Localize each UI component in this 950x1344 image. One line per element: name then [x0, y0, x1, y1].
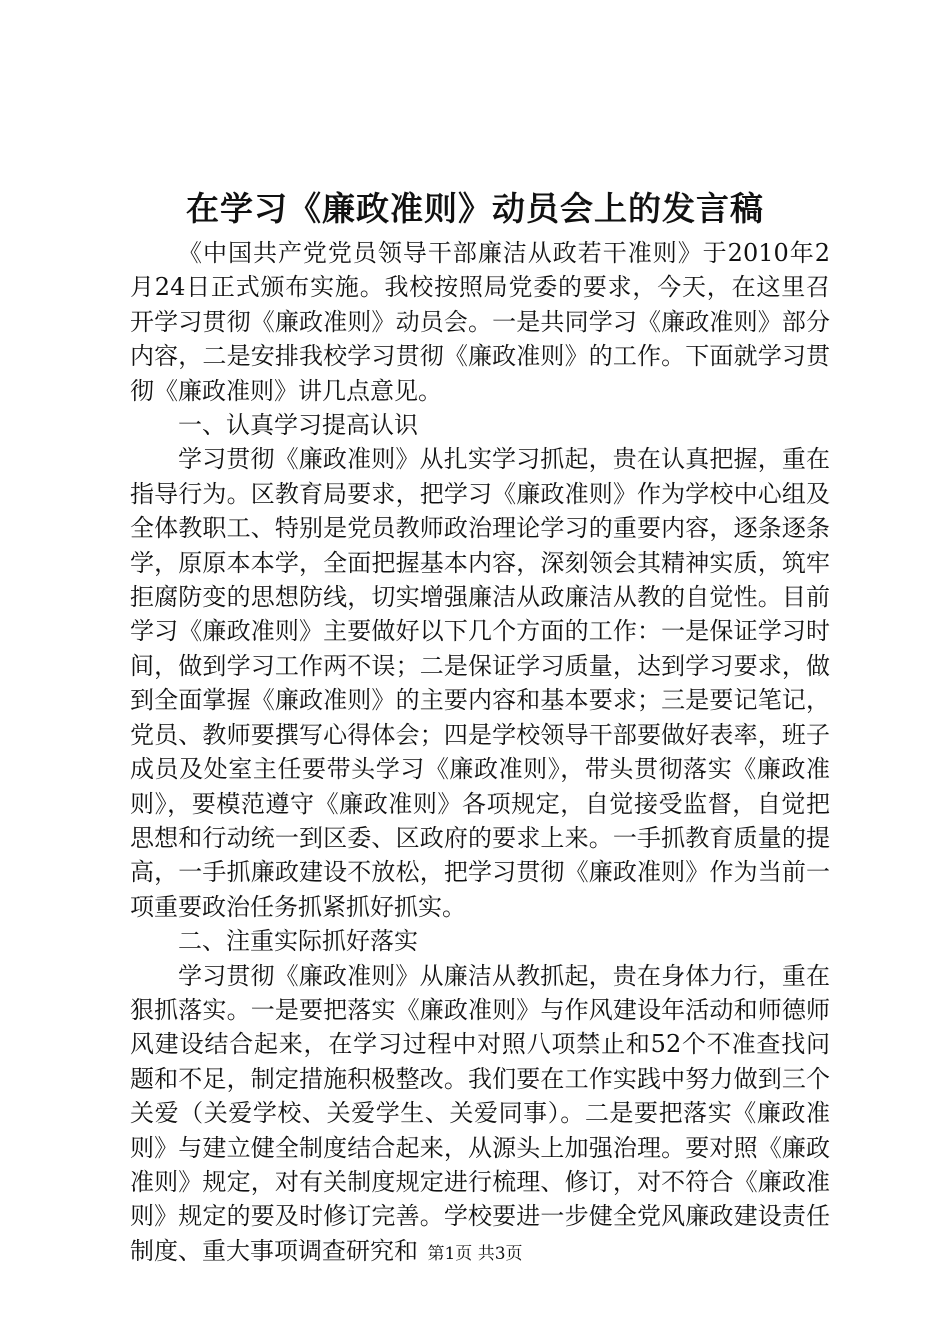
section-paragraph-2: 学习贯彻《廉政准则》从廉洁从教抓起，贵在身体力行，重在狠抓落实。一是要把落实《廉政准则》与作风建设年活动和师德师风建设结合起来，在学习过程中对照八项禁止和52个不准查找问题和不足，制定措施积极整改。我们要在工作实践中努力做到三个关爱（关爱学校、关爱学生、关爱同事）。二是要把落实《廉政准则》与建立健全制度结合起来，从源头上加强治理。要对照《廉政准则》规定，对有关制度规定进行梳理、修订，对不符合《廉政准则》规定的要及时修订完善。学校要进一步健全党风廉政建设责任制度、重大事项调查研究和 — [130, 961, 830, 1265]
document-title: 在学习《廉政准则》动员会上的发言稿 — [186, 189, 764, 228]
section-paragraph-1: 学习贯彻《廉政准则》从扎实学习抓起，贵在认真把握，重在指导行为。区教育局要求，把学习《廉政准则》作为学校中心组及全体教职工、特别是党员教师政治理论学习的重要内容，逐条逐条学，原原本本学，全面把握基本内容，深刻领会其精神实质，筑牢拒腐防变的思想防线，切实增强廉洁从政廉洁从教的自觉性。目前学习《廉政准则》主要做好以下几个方面的工作：一是保证学习时间，做到学习工作两不误；二是保证学习质量，达到学习要求，做到全面掌握《廉政准则》的主要内容和基本要求；三是要记笔记，党员、教师要撰写心得体会；四是学校领导干部要做好表率，班子成员及处室主任要带头学习《廉政准则》，带头贯彻落实《廉政准则》，要模范遵守《廉政准则》各项规定，自觉接受监督，自觉把思想和行动统一到区委、区政府的要求上来。一手抓教育质量的提高，一手抓廉政建设不放松，把学习贯彻《廉政准则》作为当前一项重要政治任务抓紧抓好抓实。 — [130, 445, 830, 921]
document-body — [130, 236, 830, 1268]
section-heading-2: 二、注重实际抓好落实 — [178, 927, 418, 956]
intro-paragraph: 《中国共产党党员领导干部廉洁从政若干准则》于2010年2月24日正式颁布实施。我校按照局党委的要求，今天，在这里召开学习贯彻《廉政准则》动员会。一是共同学习《廉政准则》部分内容，二是安排我校学习贯彻《廉政准则》的工作。下面就学习贯彻《廉政准则》讲几点意见。 — [130, 239, 830, 405]
section-heading-1: 一、认真学习提高认识 — [178, 411, 418, 440]
page-number-footer: 第1页 共3页 — [427, 1244, 523, 1264]
